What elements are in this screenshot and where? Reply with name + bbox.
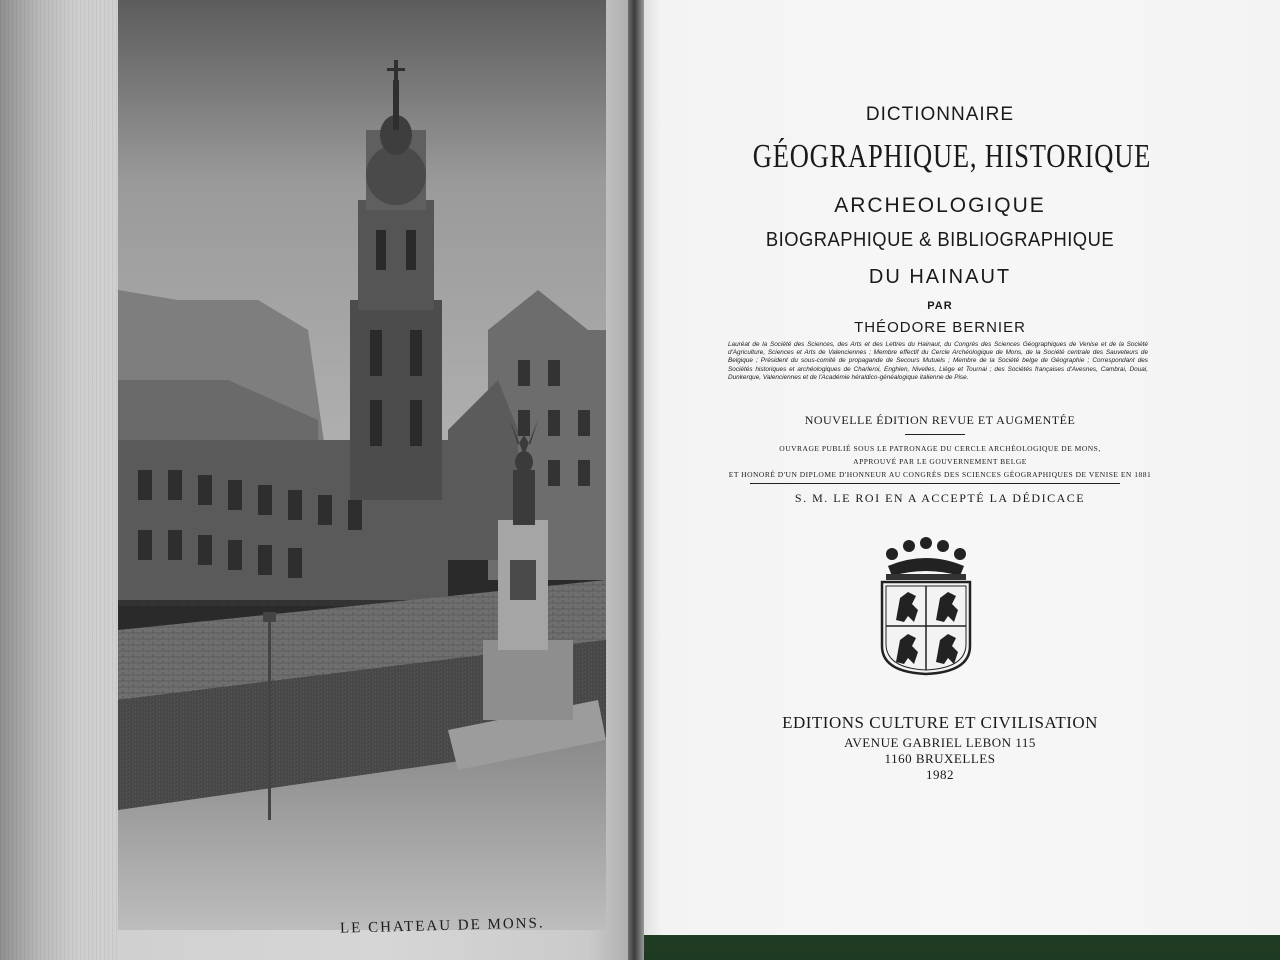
author-name: THÉODORE BERNIER xyxy=(854,319,1026,336)
coat-of-arms-icon xyxy=(874,536,978,676)
title-main: GÉOGRAPHIQUE, HISTORIQUE xyxy=(752,138,1152,175)
title-archeologique: ARCHEOLOGIQUE xyxy=(834,194,1046,217)
by-label: PAR xyxy=(927,300,953,312)
title-dictionnaire: DICTIONNAIRE xyxy=(865,104,1015,125)
address-city: 1160 BRUXELLES xyxy=(884,751,996,766)
patronage-line-3: ET HONORÉ D'UN DIPLOME D'HONNEUR AU CONGRÈS DES SCIENCES GÉOGRAPHIQUES DE VENISE EN 1881 xyxy=(728,470,1152,479)
patronage-note xyxy=(700,442,1180,481)
patronage-line-2: APPROUVÉ PAR LE GOUVERNEMENT BELGE xyxy=(853,457,1027,466)
title-biographique: BIOGRAPHIQUE & BIBLIOGRAPHIQUE xyxy=(765,229,1115,251)
dedication-note: S. M. LE ROI EN A ACCEPTÉ LA DÉDICACE xyxy=(794,491,1086,505)
divider-long xyxy=(750,483,1120,484)
publisher-name: EDITIONS CULTURE ET CIVILISATION xyxy=(782,713,1098,732)
patronage-line-1: OUVRAGE PUBLIÉ SOUS LE PATRONAGE DU CERCLE ARCHÉOLOGIQUE DE MONS, xyxy=(779,444,1101,453)
title-hainaut: DU HAINAUT xyxy=(868,266,1012,288)
photo-plate xyxy=(118,0,606,930)
edition-note: NOUVELLE ÉDITION REVUE ET AUGMENTÉE xyxy=(804,413,1076,427)
publication-year: 1982 xyxy=(926,767,954,782)
page-edges xyxy=(0,0,120,960)
book-gutter xyxy=(628,0,644,960)
author-credentials: Lauréat de la Société des Sciences, des Arts et des Lettres du Hainaut, du Congrès des Sciences Géographiques de Venise et de la Société d'Agriculture, Sciences et Arts de Valenciennes ; Membre effectif du Cercle Archéologique de Mons, de la Société centrale des Sauveteurs de Belgique ; Président du sous-comité de propagande de Secours Mutuels ; Membre de la Société belge de Géographie ; Correspondant des Sociétés historiques et archéologiques de Charleroi, Enghien, Nivelles, Liége et Tournai ; des Sociétés françaises d'Avesnes, Cambrai, Douai, Dunkerque, Valenciennes et de l'Académie héraldico-généalogique italienne de Pise. xyxy=(728,341,1148,381)
mons-belfry-photograph xyxy=(118,0,606,930)
divider-short xyxy=(905,434,965,435)
address-street: AVENUE GABRIEL LEBON 115 xyxy=(844,735,1036,750)
publisher-address xyxy=(700,735,1180,783)
plate-caption: LE CHATEAU DE MONS. xyxy=(339,915,545,937)
